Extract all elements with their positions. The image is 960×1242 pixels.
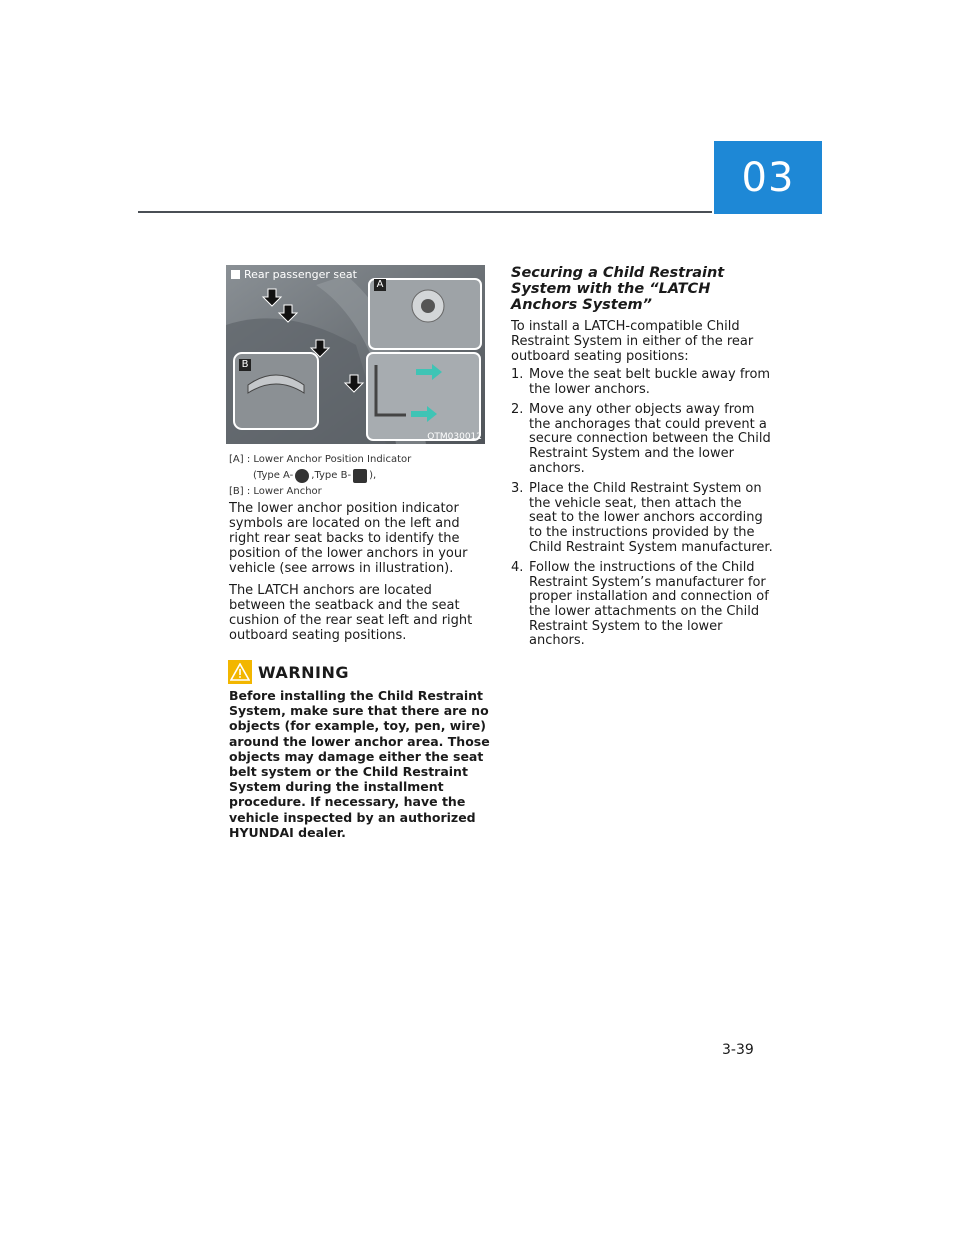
section-heading: Securing a Child Restraint System with the “LATCH Anchors System” [511, 265, 725, 313]
paragraph: The LATCH anchors are located between the seatback and the seat cushion of the rear seat left and right outboard seating positions. [229, 583, 473, 643]
list-item: 1. Move the seat belt buckle away from the lower anchors. [511, 367, 771, 397]
figure-code: OTM030012 [427, 432, 482, 442]
list-item: 2. Move any other objects away from the anchorages that could prevent a secure connection between the Child Restraint System and the lower anchors. [511, 402, 771, 476]
marker-a: A [374, 279, 386, 291]
figure-label: Rear passenger seat [231, 268, 357, 281]
page-number: 3-39 [722, 1042, 754, 1058]
warning-header [228, 660, 349, 684]
paragraph: The lower anchor position indicator symbols are located on the left and right rear seat backs to identify the position of the lower anchors in your vehicle (see arrows in illustration). [229, 501, 468, 576]
warning-title: WARNING [258, 662, 349, 682]
steps-list [511, 368, 773, 649]
right-column [511, 265, 773, 655]
seat-drawing [226, 265, 485, 444]
left-body [229, 501, 491, 650]
marker-b: B [239, 359, 251, 371]
type-b-indicator-icon [353, 469, 367, 483]
header-rule [138, 211, 712, 213]
figure-caption: [A] : Lower Anchor Position Indicator (Type A- ,Type B- ), [B] : Lower Anchor [229, 454, 412, 497]
warning-text: Before installing the Child Restraint System, make sure that there are no objects (for example, toy, pen, wire) around the lower anchor area. Those objects may damage either the seat belt system or the Child Restraint System during the installment procedure. If necessary, have the vehicle inspected by an authorized HYUNDAI dealer. [229, 688, 490, 840]
type-a-indicator-icon [295, 469, 309, 483]
warning-triangle-icon [228, 660, 252, 684]
intro-paragraph: To install a LATCH-compatible Child Restraint System in either of the rear outboard seating positions: [511, 319, 754, 364]
chapter-tab: 03 [714, 141, 822, 214]
list-item: 4. Follow the instructions of the Child Restraint System’s manufacturer for proper installation and connection of the lower attachments on the Child Restraint System to the lower anchors. [511, 560, 769, 649]
seat-illustration [226, 265, 485, 444]
square-bullet-icon [231, 270, 240, 279]
list-item: 3. Place the Child Restraint System on the vehicle seat, then attach the seat to the lower anchors according to the instructions provided by the Child Restraint System manufacturer. [511, 481, 773, 555]
